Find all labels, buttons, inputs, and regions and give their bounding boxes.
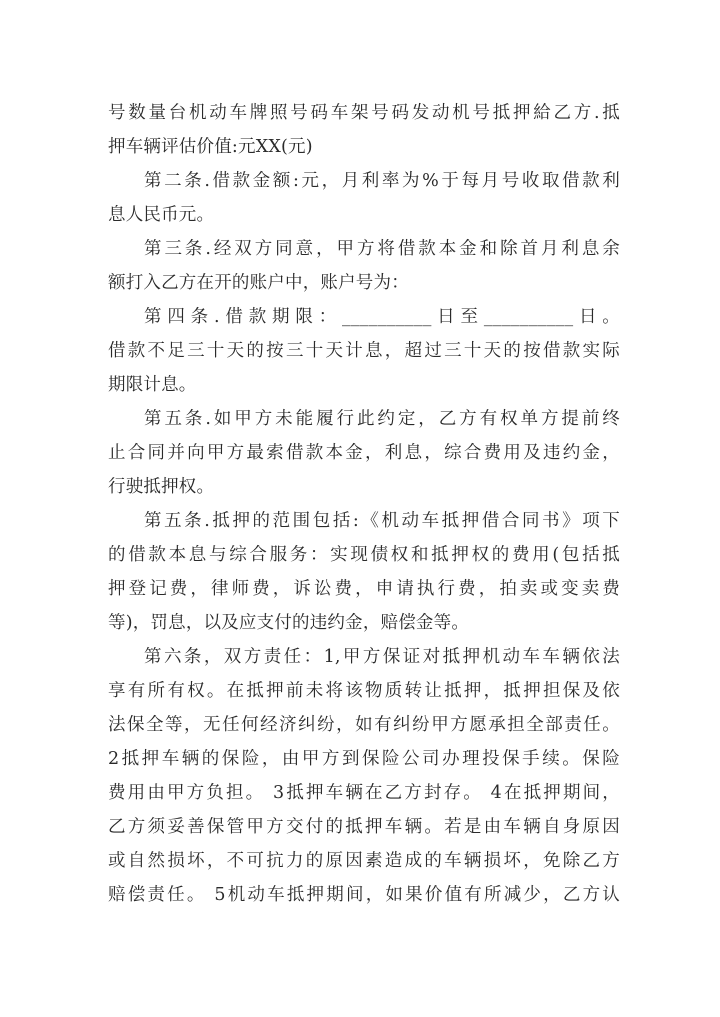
text-line: 第五条.抵押的范围包括:《机动车抵押借合同书》项下 <box>144 511 620 531</box>
text-line: 2抵押车辆的保险，由甲方到保险公司办理投保手续。保险 <box>108 749 620 769</box>
text-line: 行驶抵押权。 <box>108 477 215 497</box>
text-line: 号数量台机动车牌照号码车架号码发动机号抵押給乙方.抵 <box>108 103 620 123</box>
text-line: 止合同并向甲方最索借款本金，利息，综合费用及违约金， <box>108 443 620 463</box>
text-line: 乙方须妥善保管甲方交付的抵押车辆。若是由车辆自身原因 <box>108 817 620 837</box>
text-line: 的借款本息与综合服务：实现债权和抵押权的费用(包括抵 <box>108 545 620 565</box>
text-line: 押登记费，律师费，诉讼费，申请执行费，拍卖或变卖费 <box>108 579 620 599</box>
document-page <box>108 96 620 912</box>
text-line: 等)，罚息，以及应支付的违约金，赔偿金等。 <box>108 613 470 633</box>
text-line: 期限计息。 <box>108 375 197 395</box>
text-line: 第六条，双方责任：1,甲方保证对抵押机动车车辆依法 <box>144 647 620 667</box>
text-line: 享有所有权。在抵押前未将该物质转让抵押，抵押担保及依 <box>108 681 620 701</box>
text-line: 额打入乙方在开的账户中，账户号为： <box>108 273 409 293</box>
text-line: 法保全等，无任何经济纠纷，如有纠纷甲方愿承担全部责任。 <box>108 715 620 735</box>
text-line: 或自然损坏，不可抗力的原因素造成的车辆损坏，免除乙方 <box>108 851 620 871</box>
text-line: 押车辆评估价值:元XX(元) <box>108 137 313 157</box>
text-line: 第三条.经双方同意，甲方将借款本金和除首月利息余 <box>144 239 620 259</box>
text-line: 第四条.借款期限：__________日至__________日。 <box>144 307 620 327</box>
text-line: 第五条.如甲方未能履行此约定，乙方有权单方提前终 <box>144 409 620 429</box>
text-line: 费用由甲方负担。 3抵押车辆在乙方封存。 4在抵押期间， <box>108 783 620 803</box>
text-line: 赔偿责任。 5机动车抵押期间，如果价值有所减少，乙方认 <box>108 885 620 905</box>
text-line: 第二条.借款金额:元，月利率为%于每月号收取借款利 <box>144 171 620 191</box>
text-line: 借款不足三十天的按三十天计息，超过三十天的按借款实际 <box>108 341 620 361</box>
text-line: 息人民币元。 <box>108 205 215 225</box>
